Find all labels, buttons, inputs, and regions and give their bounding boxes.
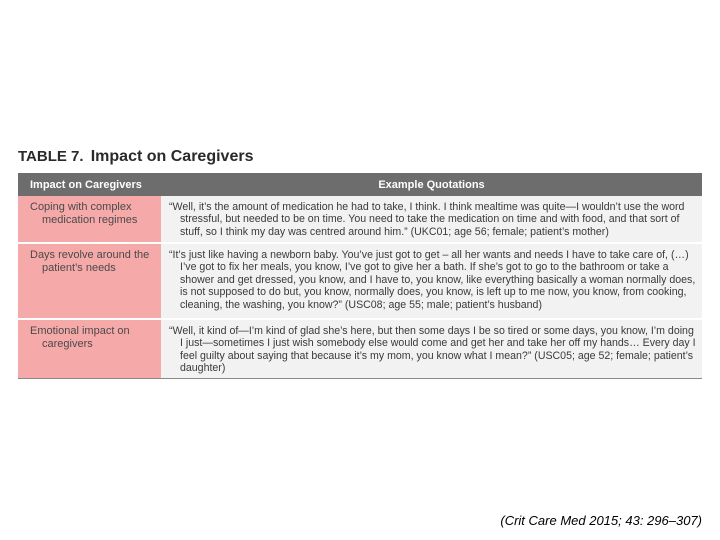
citation: (Crit Care Med 2015; 43: 296–307): [500, 513, 702, 528]
table-row: [18, 242, 702, 318]
column-header-quotations: Example Quotations: [378, 178, 485, 191]
table-header: [18, 173, 702, 196]
theme-cell: [18, 244, 161, 318]
theme-cell: [18, 320, 161, 378]
quote-text: “Well, it kind of—I’m kind of glad she’s here, but then some days I be so tired or some days, you know, I’m doing I just—sometimes I just wish somebody else would come and get her and take her off my hands… Every day I feel guilty about saying that because it’s my mom, you know what I mean?” (USC05; age 52; female; patient’s daughter): [169, 325, 696, 375]
column-header-theme: Impact on Caregivers: [30, 178, 142, 191]
quote-text: “It’s just like having a newborn baby. You’ve just got to get – all her wants and needs I have to take care of, (…) I’ve got to fix her meals, you know, I’ve got to give her a bath. If she’s got to go to the bathroom or take a shower and get dressed, you know, and I have to, you know, like everything basically a woman normally does, is not supposed to do but, you know, normally does, you know, is left up to me now, you know, from cooking, cleaning, the washing, you know?” (USC08; age 55; male; patient’s husband): [169, 249, 696, 311]
table-caption: [18, 148, 253, 166]
table-title: Impact on Caregivers: [90, 148, 254, 165]
quote-cell: [161, 244, 702, 318]
table-row: [18, 196, 702, 242]
quote-cell: [161, 196, 702, 242]
theme-label: Coping with complex medication regimes: [30, 201, 138, 226]
quote-cell: [161, 320, 702, 378]
table-number: TABLE 7.: [18, 148, 84, 165]
theme-cell: [18, 196, 161, 242]
theme-label: Days revolve around the patient’s needs: [30, 249, 150, 274]
theme-label: Emotional impact on caregivers: [30, 325, 130, 350]
table-row: [18, 318, 702, 378]
quote-text: “Well, it’s the amount of medication he had to take, I think. I think mealtime was quite—I wouldn’t use the word stressful, but needed to be on time. You need to take the medication on time and with food, and that sort of stuff, so I think my day was centred around him.” (UKC01; age 56; female; patient’s mother): [169, 201, 685, 238]
caregiver-impact-table: [18, 173, 702, 379]
